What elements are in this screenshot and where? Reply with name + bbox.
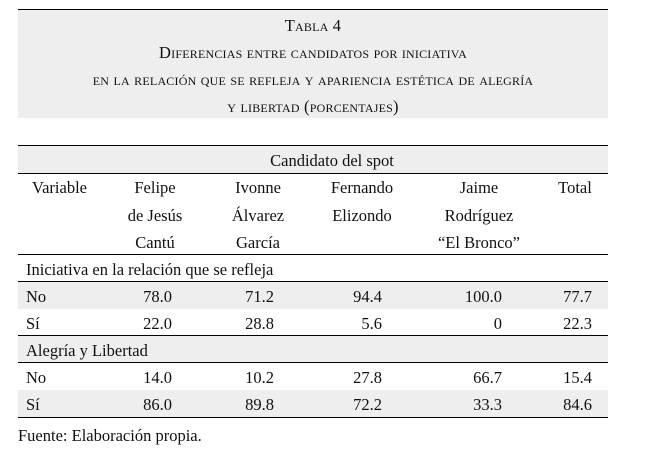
table-cell: 33.3	[473, 395, 502, 414]
table-cell: 22.0	[143, 314, 172, 333]
table-cell: 22.3	[563, 314, 592, 333]
table-cell: 84.6	[563, 395, 592, 414]
table-cell: 66.7	[473, 368, 502, 387]
table-cell: 100.0	[464, 287, 502, 306]
header-ivonne-line-2: Álvarez	[231, 206, 285, 225]
section-title: Iniciativa en la relación que se refleja	[26, 260, 274, 279]
table-cell: 10.2	[245, 368, 274, 387]
header-felipe-line-3: Cantú	[135, 233, 175, 252]
header-felipe-line-1: Felipe	[134, 178, 176, 197]
caption-title-line-2: en la relación que se refleja y apariencia estética de alegría	[92, 70, 534, 89]
rule-under-section-1-rows	[18, 335, 608, 336]
rule-under-spanner	[18, 173, 608, 174]
table-caption	[18, 9, 608, 118]
header-fernando-line-2: Elizondo	[332, 206, 392, 225]
table-cell: 5.6	[361, 314, 382, 333]
header-felipe-line-2: de Jesús	[127, 206, 183, 225]
table-cell: 89.8	[245, 395, 274, 414]
caption-title-line-3: y libertad (porcentajes)	[227, 97, 399, 116]
rule-bottom	[18, 417, 608, 418]
rule-under-section-2	[18, 362, 608, 363]
row-label: Sí	[26, 395, 40, 414]
caption-title-line-1: Diferencias entre candidatos por iniciativa	[159, 43, 467, 62]
header-fernando-line-1: Fernando	[330, 178, 394, 197]
row-label: Sí	[26, 314, 40, 333]
header-ivonne-line-3: García	[236, 233, 280, 252]
section-title: Alegría y Libertad	[26, 341, 148, 360]
table-cell: 78.0	[143, 287, 172, 306]
table-cell: 28.8	[245, 314, 274, 333]
source-note: Fuente: Elaboración propia.	[18, 426, 202, 445]
header-jaime-line-2: Rodríguez	[444, 206, 514, 225]
header-total: Total	[558, 178, 592, 197]
table-cell: 77.7	[563, 287, 592, 306]
table-cell: 14.0	[143, 368, 172, 387]
header-jaime-line-3: “El Bronco”	[437, 233, 520, 252]
rule-under-header	[18, 254, 608, 255]
column-spanner: Candidato del spot	[270, 151, 394, 170]
row-label: No	[26, 287, 47, 306]
table-number: Tabla 4	[284, 16, 342, 35]
row-label: No	[26, 368, 47, 387]
rule-under-section-1	[18, 281, 608, 282]
table-cell: 94.4	[353, 287, 382, 306]
table-cell: 15.4	[563, 368, 592, 387]
header-variable: Variable	[32, 178, 87, 197]
header-ivonne-line-1: Ivonne	[235, 178, 281, 197]
rule-top	[18, 145, 608, 146]
table-cell: 86.0	[143, 395, 172, 414]
header-jaime-line-1: Jaime	[459, 178, 499, 197]
table-cell: 27.8	[353, 368, 382, 387]
table-cell: 0	[493, 314, 502, 333]
table-cell: 72.2	[353, 395, 382, 414]
table-cell: 71.2	[245, 287, 274, 306]
